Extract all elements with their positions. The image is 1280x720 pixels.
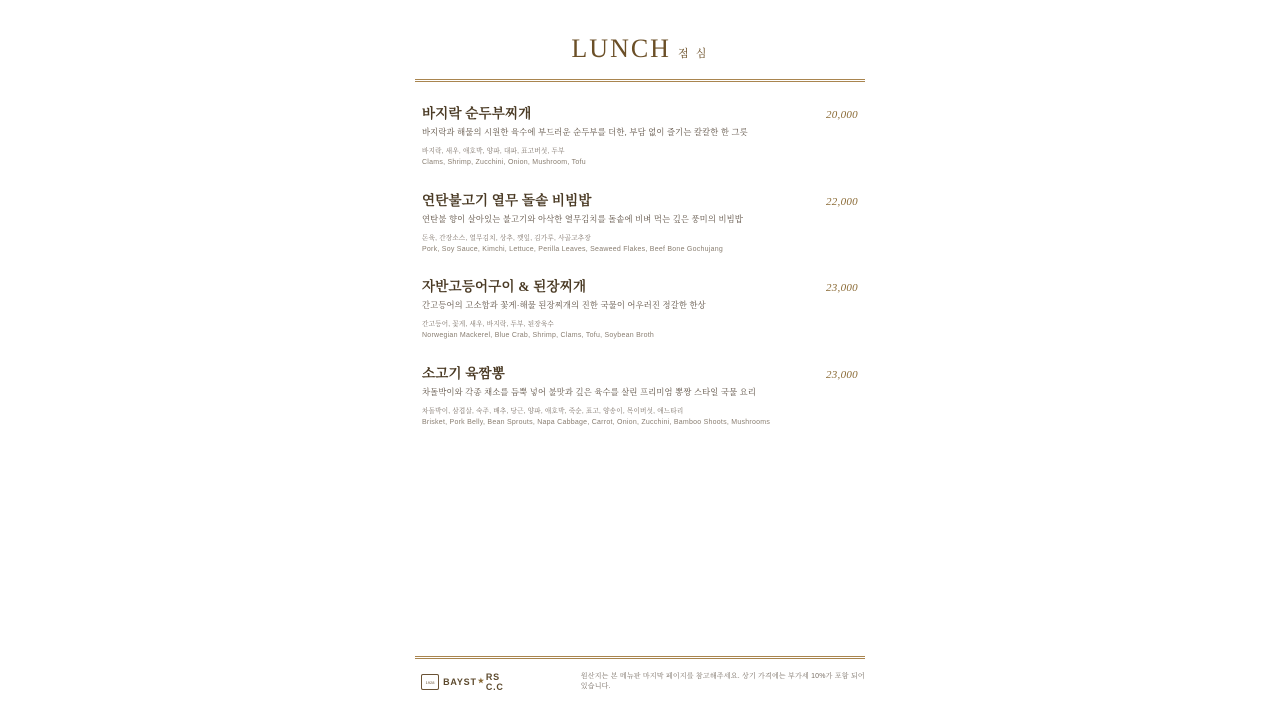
menu-item	[422, 102, 858, 169]
star-icon: ★	[477, 678, 485, 685]
menu-item-name: 자반고등어구이 & 된장찌개	[422, 279, 587, 295]
menu-item-ingredients-en: Clams, Shrimp, Zucchini, Onion, Mushroom, Tofu	[422, 159, 586, 167]
menu-item-ingredients-en: Norwegian Mackerel, Blue Crab, Shrimp, Clams, Tofu, Soybean Broth	[422, 332, 655, 340]
logo-text-left: BAYST	[443, 677, 477, 687]
menu-item-header	[422, 362, 858, 382]
menu-footer	[415, 656, 865, 692]
menu-item-ingredients-ko: 바지락, 새우, 애호박, 양파, 대파, 표고버섯, 두부	[422, 148, 565, 156]
menu-item	[422, 275, 858, 342]
menu-item	[422, 362, 858, 429]
menu-list	[415, 102, 865, 428]
logo-badge-icon: 1928	[421, 674, 439, 690]
logo-text	[443, 672, 513, 692]
menu-item-description: 바지락과 해물의 시원한 육수에 부드러운 순두부를 더한, 부담 없이 즐기는 칼칼한 한 그릇	[422, 127, 748, 137]
menu-item-ingredients-ko: 간고등어, 꽃게, 새우, 바지락, 두부, 된장육수	[422, 321, 555, 329]
menu-item-price: 23,000	[825, 368, 858, 381]
footer-note: 원산지는 본 메뉴판 마지막 페이지를 참고해주세요. 상기 가격에는 부가세 10%가 포함 되어 있습니다.	[580, 673, 865, 690]
menu-item-header	[422, 189, 858, 209]
logo-text-right: RS C.C	[485, 672, 504, 692]
menu-item-name: 연탄불고기 열무 돌솥 비빔밥	[422, 192, 592, 208]
menu-item-ingredients-ko: 차돌박이, 삼겹살, 숙주, 배추, 당근, 양파, 애호박, 죽순, 표고, 양송이, 목이버섯, 애느타리	[422, 407, 684, 415]
menu-item-name: 바지락 순두부찌개	[422, 106, 532, 121]
menu-item-name: 소고기 육짬뽕	[422, 365, 506, 381]
page-title-sub: 점 심	[677, 48, 709, 60]
menu-item-header	[422, 275, 858, 295]
menu-item	[422, 189, 858, 256]
menu-item-price: 22,000	[825, 195, 858, 208]
divider-bottom	[415, 656, 865, 659]
brand-logo	[421, 672, 513, 692]
menu-header	[415, 0, 865, 82]
page-title	[415, 36, 865, 62]
footer-row	[415, 672, 865, 692]
menu-item-ingredients-en: Pork, Soy Sauce, Kimchi, Lettuce, Perilla Leaves, Seaweed Flakes, Beef Bone Gochujang	[422, 245, 724, 253]
divider-top	[415, 79, 865, 82]
menu-item-ingredients-ko: 돈육, 간장소스, 열무김치, 상추, 깻잎, 김가루, 사골고추장	[422, 234, 591, 242]
menu-item-description: 연탄불 향이 살아있는 불고기와 아삭한 열무김치를 돌솥에 비벼 먹는 깊은 풍미의 비빔밥	[422, 213, 743, 224]
menu-item-price: 20,000	[825, 109, 858, 121]
menu-sheet	[415, 0, 865, 720]
menu-item-description: 차돌박이와 각종 채소를 듬뿍 넣어 불맛과 깊은 육수를 살린 프리미엄 뽕짱 스타일 국물 요리	[422, 386, 757, 397]
page-title-main: LUNCH	[571, 34, 671, 63]
menu-item-price: 23,000	[825, 282, 858, 295]
menu-item-description: 간고등어의 고소함과 꽃게·해물 된장찌개의 진한 국물이 어우러진 정갈한 한상	[422, 300, 706, 311]
menu-item-header	[422, 102, 858, 122]
menu-item-ingredients-en: Brisket, Pork Belly, Bean Sprouts, Napa Cabbage, Carrot, Onion, Zucchini, Bamboo Shoots, Mushrooms	[422, 418, 771, 426]
